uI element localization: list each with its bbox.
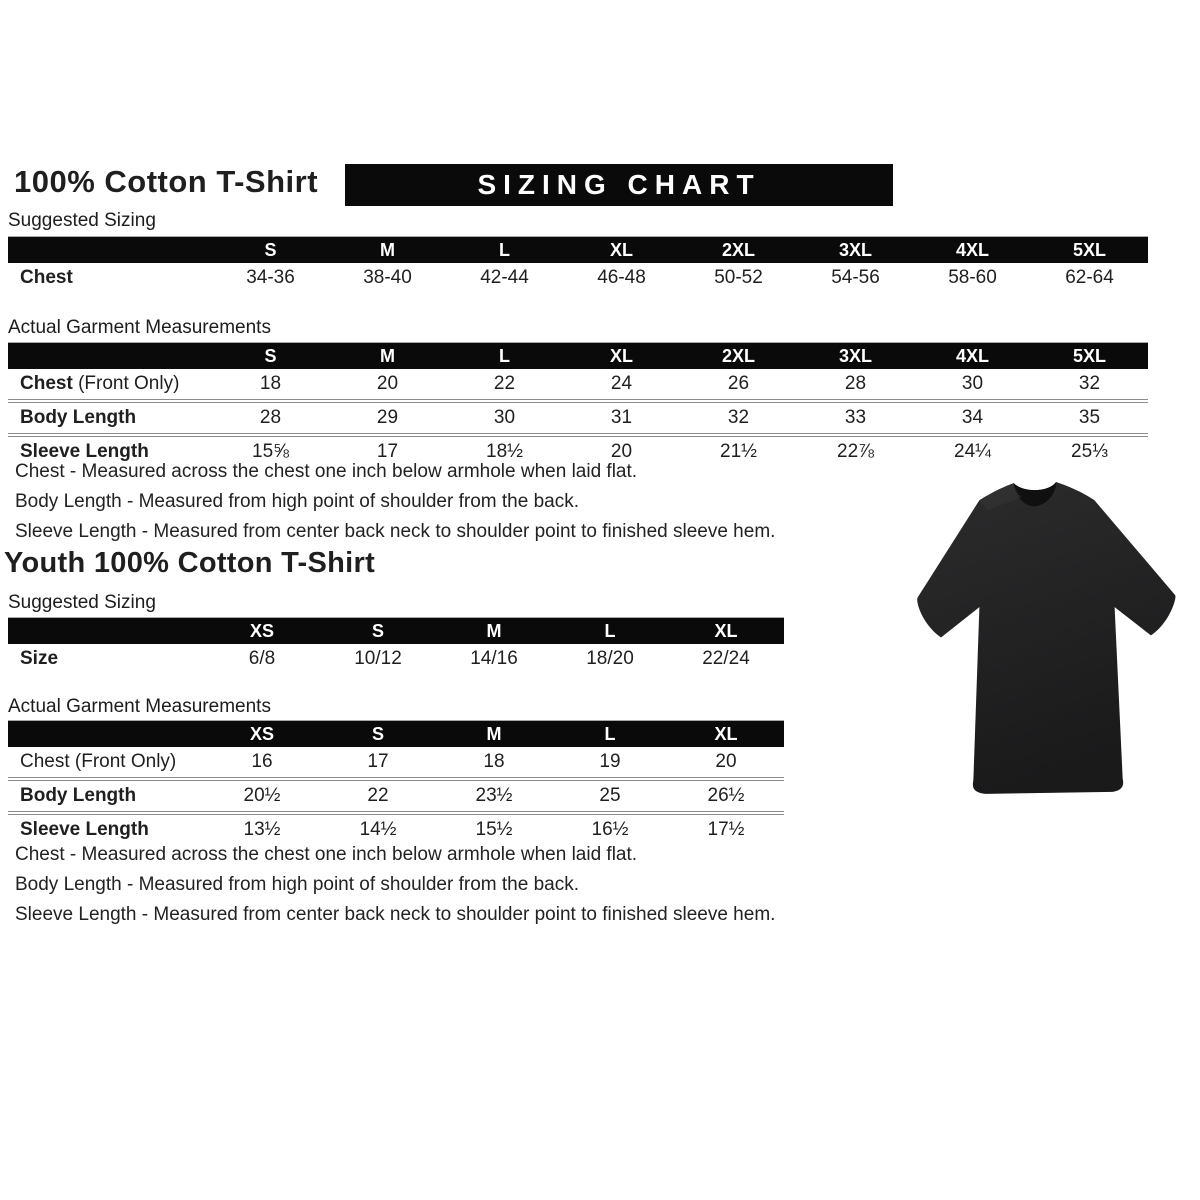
measurement-cell: 18½ xyxy=(486,441,523,462)
measurement-cell: 6/8 xyxy=(248,648,276,669)
measurement-row xyxy=(8,369,1148,401)
size-column-header: XS xyxy=(204,618,320,645)
size-column-header: 2XL xyxy=(680,237,797,264)
measurement-cell: 25 xyxy=(599,785,621,806)
measurement-cell: 28 xyxy=(844,373,867,394)
youth-sleeve-length-note: Sleeve Length - Measured from center back neck to shoulder point to finished sleeve hem. xyxy=(15,904,776,925)
measurement-cell: 18 xyxy=(259,373,282,394)
size-column-header: S xyxy=(320,721,436,748)
size-column-header: 5XL xyxy=(1031,343,1148,370)
measurement-cell: 28 xyxy=(259,407,282,428)
measurement-cell: 15⅝ xyxy=(252,441,289,462)
row-label: Size xyxy=(20,648,59,669)
adult-actual-measurements-label: Actual Garment Measurements xyxy=(8,317,271,338)
size-column-header: M xyxy=(436,618,552,645)
measurement-cell: 13½ xyxy=(243,819,281,840)
measurement-cell: 18/20 xyxy=(586,648,634,669)
size-column-header: S xyxy=(212,237,329,264)
measurement-cell: 22/24 xyxy=(702,648,750,669)
tshirt-image xyxy=(897,476,1197,809)
measurement-cell: 50-52 xyxy=(714,267,763,288)
size-column-header: XL xyxy=(668,721,784,748)
header-corner-cell xyxy=(8,618,204,645)
row-label: Sleeve Length xyxy=(20,441,149,462)
youth-actual-measurements-label: Actual Garment Measurements xyxy=(8,696,271,717)
measurement-cell: 20 xyxy=(715,751,737,772)
row-label: Body Length xyxy=(20,407,137,428)
size-column-header: 4XL xyxy=(914,237,1031,264)
measurement-row xyxy=(8,779,784,813)
measurement-cell: 17½ xyxy=(707,819,745,840)
size-column-header: M xyxy=(329,343,446,370)
adult-suggested-sizing-label: Suggested Sizing xyxy=(8,210,156,231)
measurement-row xyxy=(8,644,784,674)
size-header-row xyxy=(8,237,1148,264)
measurement-cell: 10/12 xyxy=(354,648,402,669)
size-column-header: L xyxy=(446,343,563,370)
tshirt-body xyxy=(917,482,1175,794)
sizing-chart-banner xyxy=(345,164,893,206)
measurement-cell: 24 xyxy=(610,373,633,394)
measurement-cell: 46-48 xyxy=(597,267,646,288)
measurement-row xyxy=(8,747,784,779)
header-corner-cell xyxy=(8,343,212,370)
measurement-cell: 35 xyxy=(1078,407,1101,428)
measurement-cell: 32 xyxy=(727,407,750,428)
size-column-header: S xyxy=(320,618,436,645)
size-column-header: 5XL xyxy=(1031,237,1148,264)
measurement-cell: 54-56 xyxy=(831,267,880,288)
adult-body-length-note: Body Length - Measured from high point of shoulder from the back. xyxy=(15,491,579,512)
measurement-cell: 33 xyxy=(844,407,867,428)
size-column-header: XL xyxy=(668,618,784,645)
youth-suggested-sizing-label: Suggested Sizing xyxy=(8,592,156,613)
size-column-header: L xyxy=(446,237,563,264)
youth-suggested-sizing-table xyxy=(8,617,784,674)
measurement-cell: 29 xyxy=(376,407,399,428)
measurement-cell: 17 xyxy=(376,441,399,462)
measurement-cell: 25⅓ xyxy=(1071,441,1108,462)
measurement-cell: 26 xyxy=(727,373,750,394)
measurement-cell: 62-64 xyxy=(1065,267,1114,288)
measurement-cell: 20 xyxy=(610,441,633,462)
measurement-cell: 20 xyxy=(376,373,399,394)
measurement-cell: 14½ xyxy=(359,819,397,840)
youth-body-length-note: Body Length - Measured from high point of shoulder from the back. xyxy=(15,874,579,895)
size-column-header: 4XL xyxy=(914,343,1031,370)
measurement-cell: 24¼ xyxy=(954,441,991,462)
youth-actual-measurements-table xyxy=(8,720,784,845)
measurement-cell: 42-44 xyxy=(480,267,529,288)
size-column-header: 3XL xyxy=(797,237,914,264)
header-corner-cell xyxy=(8,721,204,748)
measurement-cell: 34 xyxy=(961,407,984,428)
measurement-cell: 26½ xyxy=(707,785,745,806)
adult-sleeve-length-note: Sleeve Length - Measured from center back neck to shoulder point to finished sleeve hem. xyxy=(15,521,776,542)
measurement-cell: 15½ xyxy=(475,819,513,840)
size-column-header: L xyxy=(552,721,668,748)
measurement-cell: 34-36 xyxy=(246,267,295,288)
measurement-cell: 31 xyxy=(610,407,633,428)
row-label: Chest (Front Only) xyxy=(20,751,177,772)
size-column-header: XL xyxy=(563,237,680,264)
measurement-cell: 23½ xyxy=(475,785,513,806)
measurement-cell: 30 xyxy=(493,407,516,428)
youth-section-title: Youth 100% Cotton T-Shirt xyxy=(4,547,376,579)
size-header-row xyxy=(8,721,784,748)
measurement-cell: 30 xyxy=(961,373,984,394)
measurement-row xyxy=(8,813,784,845)
measurement-row xyxy=(8,263,1148,293)
measurement-cell: 22 xyxy=(493,373,516,394)
measurement-cell: 22 xyxy=(367,785,389,806)
row-label: Sleeve Length xyxy=(20,819,149,840)
measurement-cell: 18 xyxy=(483,751,505,772)
sizing-chart-banner-text: SIZING CHART xyxy=(477,169,761,200)
size-header-row xyxy=(8,343,1148,370)
measurement-cell: 20½ xyxy=(243,785,281,806)
row-label: Chest xyxy=(20,267,73,288)
row-label: Body Length xyxy=(20,785,137,806)
youth-chest-note: Chest - Measured across the chest one inch below armhole when laid flat. xyxy=(15,844,638,865)
size-column-header: 2XL xyxy=(680,343,797,370)
measurement-cell: 22⅞ xyxy=(837,441,874,462)
measurement-cell: 58-60 xyxy=(948,267,997,288)
adult-actual-measurements-table xyxy=(8,342,1148,467)
size-column-header: 3XL xyxy=(797,343,914,370)
row-label: Chest (Front Only) xyxy=(20,373,180,394)
adult-chest-note: Chest - Measured across the chest one inch below armhole when laid flat. xyxy=(15,461,638,482)
size-column-header: XL xyxy=(563,343,680,370)
measurement-cell: 16 xyxy=(251,751,273,772)
measurement-cell: 19 xyxy=(599,751,621,772)
size-column-header: XS xyxy=(204,721,320,748)
header-corner-cell xyxy=(8,237,212,264)
size-column-header: M xyxy=(436,721,552,748)
adult-suggested-sizing-table xyxy=(8,236,1148,293)
measurement-cell: 21½ xyxy=(720,441,757,462)
measurement-cell: 17 xyxy=(367,751,389,772)
size-column-header: S xyxy=(212,343,329,370)
size-column-header: M xyxy=(329,237,446,264)
measurement-row xyxy=(8,401,1148,435)
measurement-cell: 16½ xyxy=(591,819,629,840)
measurement-cell: 14/16 xyxy=(470,648,518,669)
size-header-row xyxy=(8,618,784,645)
measurement-cell: 32 xyxy=(1078,373,1101,394)
size-column-header: L xyxy=(552,618,668,645)
measurement-cell: 38-40 xyxy=(363,267,412,288)
adult-section-title: 100% Cotton T-Shirt xyxy=(14,164,319,199)
